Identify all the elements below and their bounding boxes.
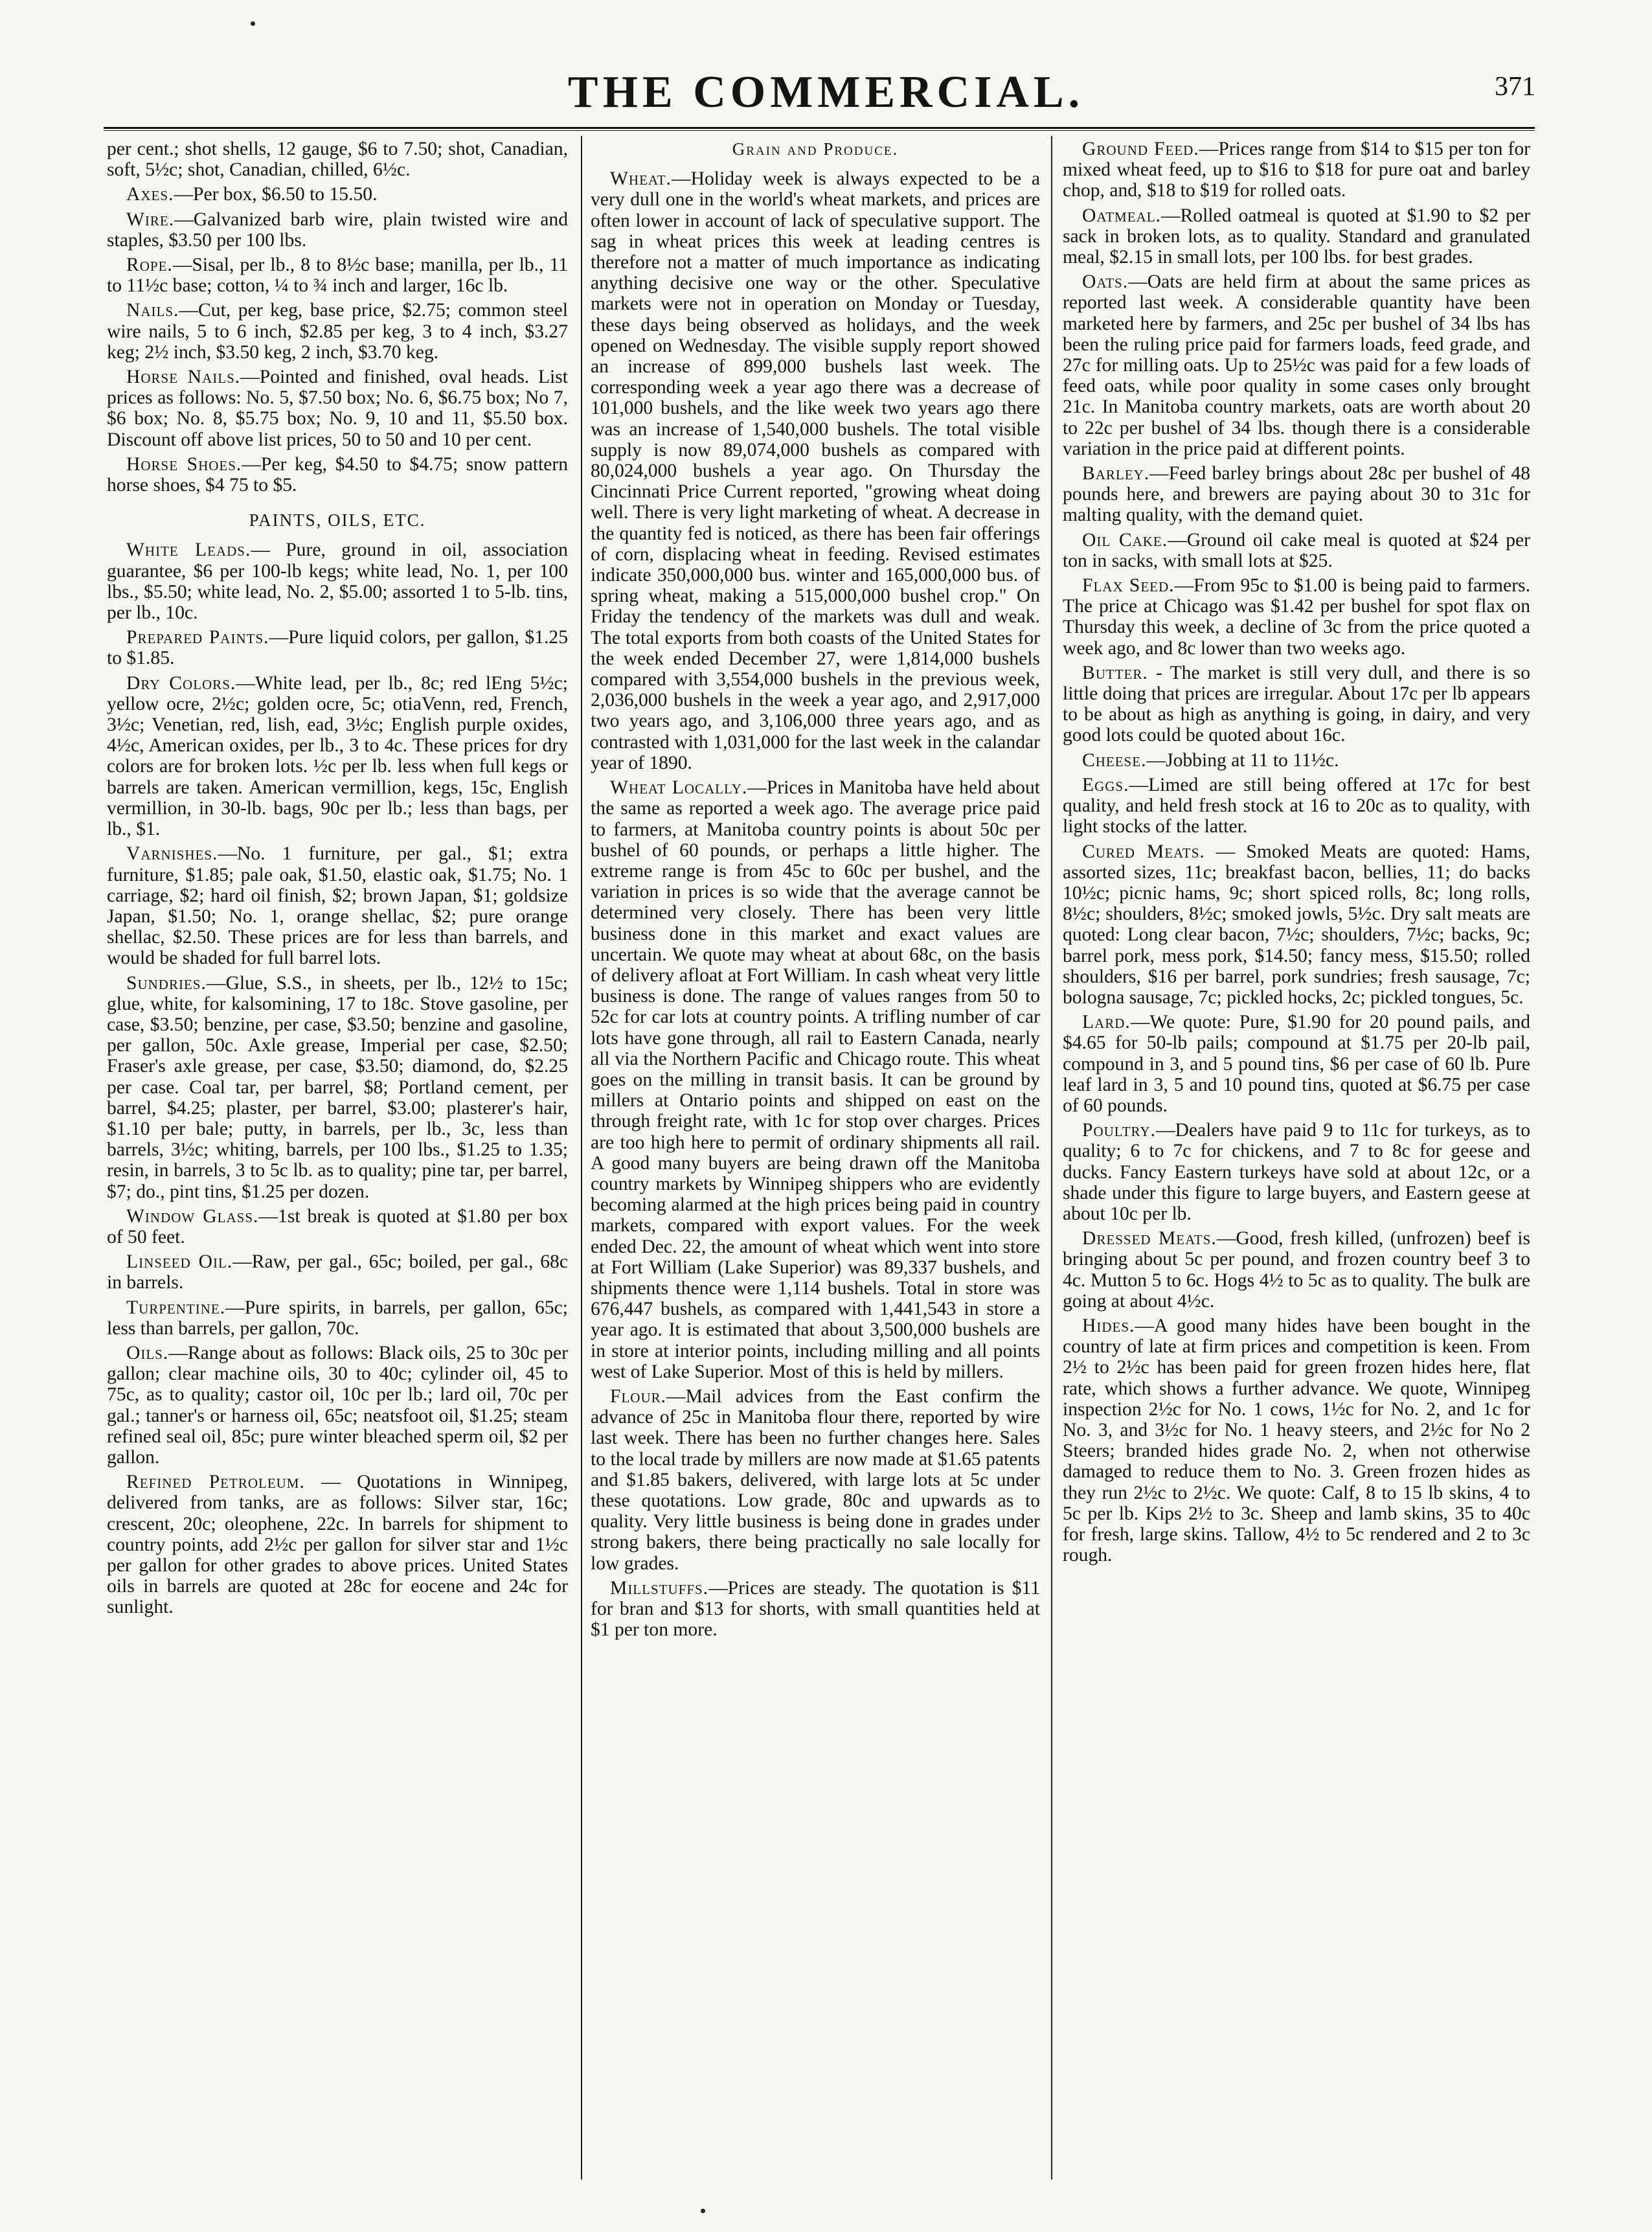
paragraph-heading: Cheese. [1082,749,1147,771]
paragraph-text: —Pointed and finished, oval heads. List prices as follows: No. 5, $7.50 box; No. 6, $6.75 box; No 7, $6 box; No. 8, $5.75 box; No. 9, 10 and 11, $5.50 box. Discount off above list prices, 50 to 50 and 10 per cent. [107,367,568,450]
market-paragraph [107,673,568,840]
paragraph-heading: Wheat. [610,168,672,190]
section-heading: PAINTS, OILS, ETC. [249,510,426,530]
paragraph-heading: Varnishes. [126,843,218,865]
paragraph-heading: Window Glass. [126,1205,259,1227]
paragraph-text: —Galvanized barb wire, plain twisted wire and staples, $3.50 per 100 lbs. [107,209,568,251]
market-paragraph [107,540,568,623]
market-paragraph [107,367,568,450]
paragraph-heading: Rope. [126,255,173,276]
paragraph-text: —Mail advices from the East confirm the advance of 25c in Manitoba flour there, reported by wire last week. There has been no further changes here. Sales to the local trade by millers are now made at $1.65 patents and $1.85 bakers, delivered, with large lots at 5c under these quotations. Low grade, 80c and upwards as to quality. Very little business is being done in grades under strong bakers, there being practically no sale locally for low grades. [591,1385,1040,1574]
market-paragraph [1063,841,1530,1008]
paragraph-heading: Flax Seed. [1082,575,1175,597]
market-paragraph [107,255,568,296]
market-paragraph [107,1472,568,1617]
market-paragraph [107,209,568,251]
paragraph-text: — Quotations in Winnipeg, delivered from tanks, are as follows: Silver star, 16c; crescent, 20c; oleophene, 22c. In barrels for shipment to country points, add 2½c per gallon for silver star and 1½c per gallon for other grades to above prices. United States oils in barrels are quoted at 28c for eocene and 24c for sunlight. [107,1472,568,1618]
market-paragraph [1063,775,1530,837]
column-rule-2 [1051,136,1052,2180]
market-paragraph [107,843,568,968]
paragraph-heading: White Leads. [126,540,251,561]
market-paragraph [107,454,568,495]
paragraph-heading: Wheat Locally. [610,777,748,799]
market-paragraph [1063,1012,1530,1116]
paragraph-text: —Raw, per gal., 65c; boiled, per gal., 68c in barrels. [107,1251,568,1293]
paragraph-text: —A good many hides have been bought in the country of late at firm prices and competition is keen. From 2½ to 2½c has been paid for green frozen hides here, flat rate, which shows a further advance. We quote, Winnipeg inspection 2½c for No. 1 cows, 1½c for No. 2, and 1c for No. 3, and 3½c for No. 1 heavy steers, and 2½c for No 2 Steers; branded hides grade No. 2, when not otherwise damaged to reduce them to No. 3. Green frozen hides as they run 2½c to 2½c. We quote: Calf, 8 to 15 lb skins, 4 to 5c per lb. Kips 2½ to 3c. Sheep and lamb skins, 35 to 40c for fresh, large skins. Tallow, 4½ to 5c rendered and 2 to 3c rough. [1063,1315,1530,1566]
paragraph-heading: Wire. [126,209,175,230]
paragraph-heading: Eggs. [1082,774,1129,795]
market-paragraph [1063,139,1530,201]
paragraph-heading: Cured Meats. [1082,841,1205,862]
paragraph-heading: Axes. [126,184,174,205]
market-paragraph [1063,750,1530,771]
paragraph-heading: Dressed Meats. [1082,1228,1217,1249]
column-rule-1 [581,136,582,2180]
market-paragraph [107,184,568,205]
market-paragraph [591,777,1040,1382]
paragraph-text: —From 95c to $1.00 is being paid to farmers. The price at Chicago was $1.42 per bushel for spot flax on Thursday this week, a decline of 3c from the price quoted a week ago, and 8c lower than two weeks ago. [1063,575,1530,659]
column-1 [107,139,568,2179]
market-paragraph [107,1206,568,1247]
market-paragraph [107,1343,568,1468]
masthead [0,0,1652,133]
paragraph-text: —Holiday week is always expected to be a very dull one in the world's wheat markets, and prices are often lower in account of lack of speculative support. The sag in wheat prices this week at leading centres is therefore not a matter of much importance as indicating anything decisive one way or the other. Speculative markets were not in operation on Monday or Tuesday, these days being observed as holidays, and the week opened on Wednesday. The visible supply report showed an increase of 899,000 bushels last week. The corresponding week a year ago there was a decrease of 101,000 bushels, and the like week two years ago there was an increase of 1,540,000 bushels. The total visible supply is now 89,074,000 bushels as compared with 80,024,000 bushels a year ago. On Thursday the Cincinnati Price Current reported, "growing wheat doing well. There is very light marketing of wheat. A decrease in the quantity fed is noticed, as there has been fair offerings of corn, displacing wheat in feeding. Revised estimates indicate 350,000,000 bus. winter and 165,000,000 bus. of spring wheat, making a 515,000,000 bushel crop." On Friday the tendency of the markets was dull and weak. The total exports from both coasts of the United States for the week ended December 27, were 1,814,000 bushels compared with 3,554,000 bushels in the previous week, 2,036,000 bushels in the week a year ago, and 2,917,000 two years ago, and 3,106,000 three years ago, and as contrasted with 1,031,000 for the last week in the calandar year of 1890. [591,168,1040,773]
paragraph-heading: Oatmeal. [1082,205,1161,226]
market-paragraph [591,1386,1040,1574]
market-paragraph [107,627,568,668]
market-paragraph [1063,663,1530,746]
paragraph-text: —Pure spirits, in barrels, per gallon, 65c; less than barrels, per gallon, 70c. [107,1297,568,1339]
paragraph-text: — Smoked Meats are quoted: Hams, assorted sizes, 11c; breakfast bacon, bellies, 11; do backs 10½c; picnic hams, 9c; short spiced rolls, 8c; long rolls, 8½c; shoulders, 8½c; smoked jowls, 5½c. Dry salt meats are quoted: Long clear bacon, 7½c; shoulders, 7½c; backs, 9c; barrel pork, mess pork, $14.50; fancy mess, $15.50; rolled shoulders, $16 per barrel, pork sundries; fresh sausage, 7c; bologna sausage, 7c; pickled hocks, 2c; pickled tongues, 5c. [1063,841,1530,1008]
paragraph-heading: Linseed Oil. [126,1251,233,1273]
header-rule [104,127,1535,131]
market-paragraph [1063,271,1530,459]
market-paragraph [1063,463,1530,526]
paragraph-text: —Jobbing at 11 to 11½c. [1146,749,1339,771]
market-paragraph [1063,1315,1530,1566]
market-paragraph [107,139,568,180]
paragraph-heading: Flour. [610,1385,667,1407]
market-paragraph [1063,1228,1530,1312]
paragraph-heading: Butter. [1082,662,1148,683]
paragraph-heading: Poultry. [1082,1120,1156,1141]
paragraph-text: —Prices are steady. The quotation is $11 for bran and $13 for shorts, with small quantities held at $1 per ton more. [591,1577,1040,1641]
paragraph-heading: Barley. [1082,463,1150,484]
paragraph-text: —Per box, $6.50 to 15.50. [174,184,378,205]
paragraph-text: —1st break is quoted at $1.80 per box of 50 feet. [107,1205,568,1247]
paragraph-heading: Horse Shoes. [126,453,242,475]
paragraph-heading: Refined Petroleum. [126,1472,305,1493]
market-paragraph [1063,530,1530,571]
paragraph-heading: Oils. [126,1342,169,1363]
paragraph-text: — Pure, ground in oil, association guarantee, $6 per 100-lb kegs; white lead, No. 1, per 100 lbs., $5.50; white lead, No. 2, $5.00; assorted 1 to 5-lb. tins, per lb., 10c. [107,540,568,624]
paragraph-text: —Sisal, per lb., 8 to 8½c base; manilla, per lb., 11 to 11½c base; cotton, ¼ to ¾ inch and larger, 16c lb. [107,255,568,297]
paragraph-heading: Turpentine. [126,1297,226,1318]
section-heading: Grain and Produce. [732,139,899,159]
paragraph-text: —Glue, S.S., in sheets, per lb., 12½ to 15c; glue, white, for kalsomining, 17 to 18c. Stove gasoline, per case, $3.50; benzine, per case, $3.50; benzine and gasoline, per gallon, 50c. Axle grease, Imperial per case, $2.50; Fraser's axle grease, per case, $3.50; diamond, do, $2.25 per case. Coal tar, per barrel, $8; Portland cement, per barrel, $4.25; plaster, per barrel, $3.00; plasterer's hair, $1.10 per bale; putty, in barrels, per lb., 3c, less than barrels, 3½c; whiting, barrels, per 100 lbs., $1.25 to 1.35; resin, in barrels, 3 to 5c lb. as to quality; pine tar, per barrel, $7; do., pint tins, $1.25 per dozen. [107,972,568,1202]
speck-mark [251,21,255,26]
market-paragraph [107,300,568,363]
page-number: 371 [1495,72,1535,102]
market-paragraph [107,973,568,1202]
paragraph-heading: Horse Nails. [126,367,241,388]
paragraph-text: per cent.; shot shells, 12 gauge, $6 to 7.50; shot, Canadian, soft, 5½c; shot, Canadian, chilled, 6½c. [107,139,568,181]
paragraph-text: —Per keg, $4.50 to $4.75; snow pattern horse shoes, $4 75 to $5. [107,453,568,496]
paragraph-text: —Prices range from $14 to $15 per ton for mixed wheat feed, up to $16 to $18 for pure oat and barley chop, and, $18 to $19 for rolled oats. [1063,139,1530,201]
paragraph-heading: Oats. [1082,271,1129,293]
column-3 [1063,139,1530,2179]
paragraph-text: —Prices in Manitoba have held about the same as reported a week ago. The average price paid to farmers, at Manitoba country points is about 50c per bushel of 60 pounds, or perhaps a little higher. The extreme range is from 45c to 60c per bushel, and the variation in prices is so wide that the average cannot be determined very closely. There has been very little business done in this market and exact values are uncertain. We quote may wheat at about 68c, on the basis of delivery afloat at Fort William. In cash wheat very little business is done. The range of values ranges from 50 to 52c for car lots at country points. A trifling number of car lots have gone through, all rail to Eastern Canada, nearly all via the Northern Pacific and Chicago route. This wheat goes on the milling in transit basis. It can be ground by millers at Ontario points and shipped on east on the through freight rate, with 1c for stop over charges. Prices are too high here to permit of ordinary shipments all rail. A good many buyers are being drawn off the Manitoba country markets by Winnipeg shippers who are evidently becoming alarmed at the high prices being paid in country markets, compared with export values. For the week ended Dec. 22, the amount of wheat which went into store at Fort William (Lake Superior) was 89,337 bushels, and shipments thence were 1,114 bushels. Total in store was 676,447 bushels, as compared with 1,441,543 in store a year ago. It is estimated that about 3,500,000 bushels are in store at interior points, including milling and all points west of Lake Superior. Most of this is held by millers. [591,777,1040,1382]
market-paragraph [107,1251,568,1293]
paragraph-heading: Millstuffs. [610,1577,709,1599]
paragraph-text: —We quote: Pure, $1.90 for 20 pound pails, and $4.65 for 50-lb pails; compound at $1.75 per 20-lb pail, compound in 3, and 5 pound tins, $6 per case of 60 lb. Pure leaf lard in 3, 5 and 10 pound tins, quoted at $6.75 per case of 60 pounds. [1063,1012,1530,1116]
paragraph-text: —Good, fresh killed, (unfrozen) beef is bringing about 5c per pound, and frozen country beef 3 to 4c. Mutton 5 to 6c. Hogs 4½ to 5c as to quality. The bulk are going at about 4½c. [1063,1228,1530,1312]
market-paragraph [1063,1120,1530,1224]
paragraph-heading: Lard. [1082,1012,1131,1033]
paragraph-text: - The market is still very dull, and there is so little doing that prices are irregular. About 17c per lb appears to be about as high as anything is going, in dairy, and very good lots could be quoted about 16c. [1063,662,1530,746]
market-paragraph [107,1297,568,1339]
paragraph-heading: Dry Colors. [126,672,236,694]
paragraph-text: —Pure liquid colors, per gallon, $1.25 to $1.85. [107,627,568,669]
paragraph-text: —No. 1 furniture, per gal., $1; extra furniture, $1.85; pale oak, $1.50, elastic oak, $1.75; No. 1 carriage, $2; hard oil finish, $2; brown Japan, $1; goldsize Japan, $1.50; No. 1, orange shellac, $2; pure orange shellac, $2.50. These prices are for less than barrels, and would be shaded for full barrel lots. [107,843,568,969]
paragraph-text: —White lead, per lb., 8c; red lEng 5½c; yellow ocre, 2½c; golden ocre, 5c; otiaVenn, red, French, 3½c; Venetian, red, lish, ead, 3½c; English purple oxides, 4½c, American oxides, per lb., 3 to 4c. These prices for dry colors are for broken lots. ½c per lb. less when full kegs or barrels are taken. American vermillion, kegs, 15c, English vermillion, in 30-lb. bags, 90c per lb.; less than bags, per lb., $1. [107,672,568,840]
market-paragraph [1063,575,1530,659]
paragraph-text: —Limed are still being offered at 17c for best quality, and held fresh stock at 16 to 20c as to quality, with light stocks of the latter. [1063,774,1530,837]
paragraph-text: —Dealers have paid 9 to 11c for turkeys, as to quality; 6 to 7c for chickens, and 7 to 8c for geese and ducks. Fancy Eastern turkeys have sold at about 12c, or a shade under this figure to large buyers, and Eastern geese at about 10c per lb. [1063,1120,1530,1224]
paragraph-heading: Nails. [126,300,179,321]
market-paragraph [591,1578,1040,1641]
paragraph-heading: Hides. [1082,1315,1135,1336]
paragraph-text: —Ground oil cake meal is quoted at $24 per ton in sacks, with small lots at $25. [1063,529,1530,571]
market-paragraph [1063,205,1530,268]
paragraph-text: —Rolled oatmeal is quoted at $1.90 to $2 per sack in broken lots, as to quality. Standard and granulated meal, $2.15 in small lots, per 100 lbs. for best grades. [1063,205,1530,268]
paragraph-heading: Prepared Paints. [126,627,269,648]
paragraph-text: —Oats are held firm at about the same prices as reported last week. A considerable quantity have been marketed here by farmers, and 25c per bushel of 34 lbs has been the ruling price paid for farmers loads, feed grade, and 27c for milling oats. Up to 25½c was paid for a few loads of feed oats, while poor quality in some cases only brought 21c. In Manitoba country markets, oats are worth about 20 to 22c per bushel of 34 lbs. though there is a considerable variation in the price paid at different points. [1063,271,1530,459]
paragraph-text: —Feed barley brings about 28c per bushel of 48 pounds here, and brewers are paying about 30 to 31c for malting quality, with the demand quiet. [1063,463,1530,526]
page-title: THE COMMERCIAL. [567,67,1085,117]
paragraph-text: —Cut, per keg, base price, $2.75; common steel wire nails, 5 to 6 inch, $2.85 per keg, 3 to 4 inch, $3.27 keg; 2½ inch, $3.50 keg, 2 inch, $3.70 keg. [107,300,568,363]
paragraph-heading: Sundries. [126,972,207,994]
market-paragraph [591,168,1040,773]
speck-mark [701,2209,705,2213]
paragraph-text: —Range about as follows: Black oils, 25 to 30c per gallon; clear machine oils, 30 to 40c; cylinder oil, 45 to 75c, as to quality; castor oil, 10c per lb.; lard oil, 70c per gal.; tanner's or harness oil, 65c; neatsfoot oil, $1.25; steam refined seal oil, 85c; pure winter bleached sperm oil, $2 per gallon. [107,1342,568,1468]
paragraph-heading: Oil Cake. [1082,529,1168,551]
paragraph-heading: Ground Feed. [1082,139,1199,159]
column-2 [591,139,1040,2179]
